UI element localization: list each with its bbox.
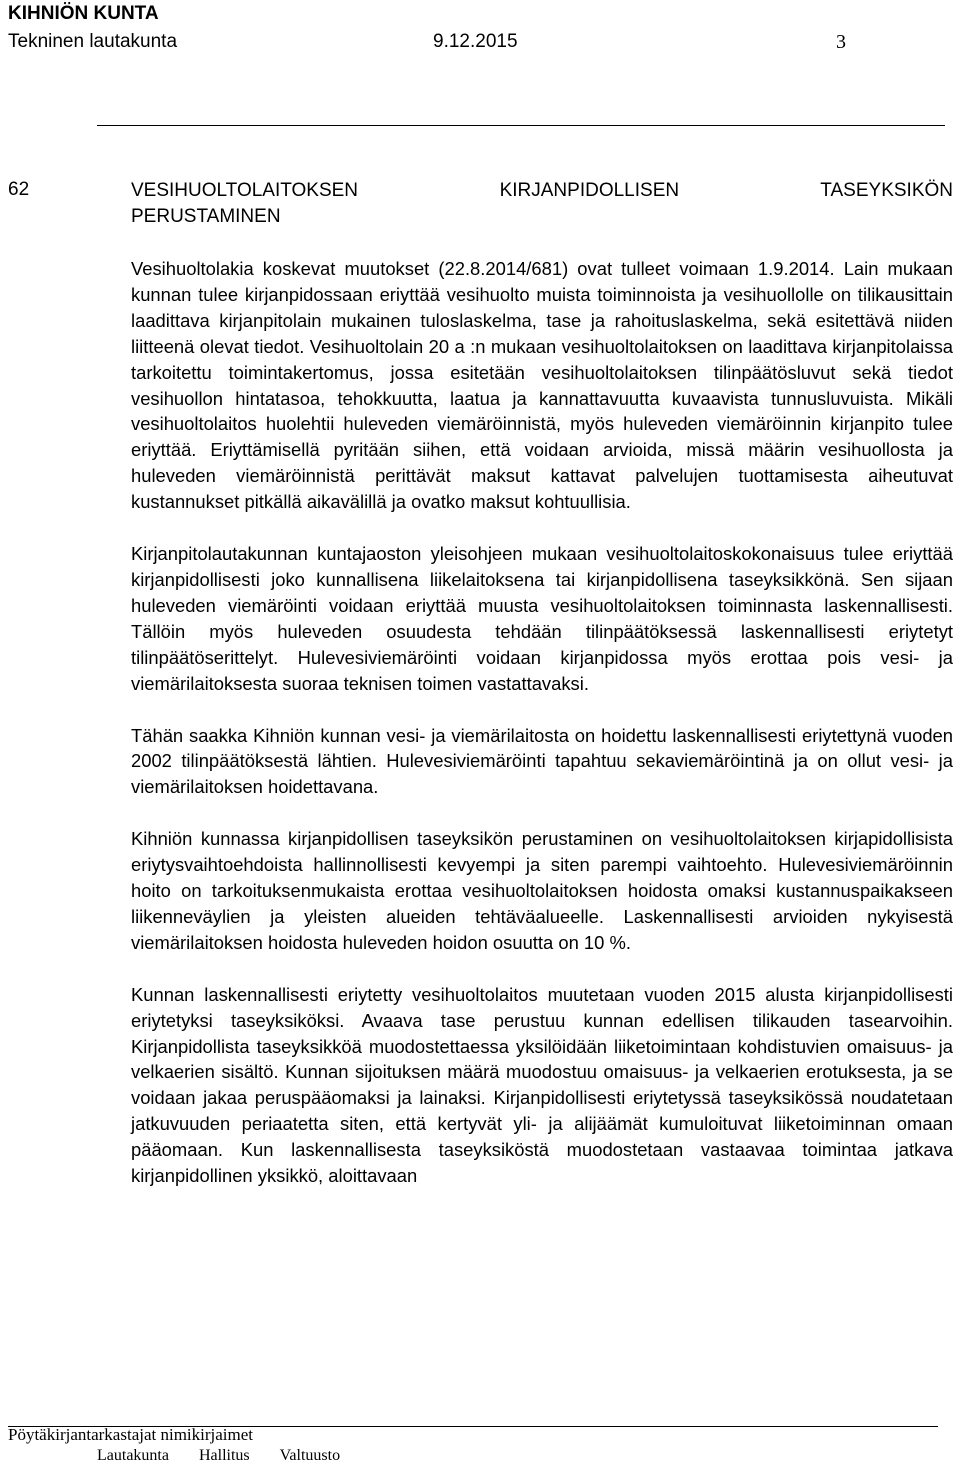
committee-name: Tekninen lautakunta bbox=[8, 31, 178, 52]
paragraph: Kirjanpitolautakunnan kuntajaoston yleisohjeen mukaan vesihuoltolaitoskokonaisuus tulee eriyttää kirjanpidollisesti joko kunnallisena liikelaitoksena tai kirjanpidollisena taseyksikkönä. Sen sijaan huleveden viemäröinti voidaan eriyttää muusta vesihuoltolaitoksen toiminnasta laskennallisesti. Tällöin myös huleveden osuudesta tehdään tilinpäätöksessä laskennallisesti eriytetyt tilinpäätöserittelyt. Hulevesiviemäröinti voidaan kirjanpidossa myös erottaa pois vesi- ja viemärilaitoksesta suoraa teknisen toimen vastattavaksi. bbox=[131, 543, 953, 694]
footer-title: Pöytäkirjantarkastajat nimikirjaimet bbox=[8, 1425, 254, 1444]
section-title bbox=[131, 178, 953, 229]
paragraph: Kihniön kunnassa kirjanpidollisen taseyksikön perustaminen on vesihuoltolaitoksen kirjapidollisista eriytysvaihtoehdoista hallinnollisesti kevyempi ja siten parempi vaihtoehto. Hulevesiviemäröinnin hoito on tarkoituksenmukaista erottaa vesihuoltolaitoksen hoidosta omaksi kustannuspaikakseen liikenneväylien ja yleisten alueiden tehtäväalueelle. Laskennallisesti arvioiden nykyisestä viemärilaitoksen hoidosta huleveden hoidon osuutta on 10 %. bbox=[131, 828, 953, 953]
section-title-line-1: VESIHUOLTOLAITOKSEN KIRJANPIDOLLISEN TASEYKSIKÖN bbox=[131, 180, 953, 201]
section-title-line-2: PERUSTAMINEN bbox=[131, 205, 281, 227]
page-number: 3 bbox=[836, 31, 846, 53]
footer-item-valtuusto: Valtuusto bbox=[279, 1447, 341, 1464]
paragraph: Vesihuoltolakia koskevat muutokset (22.8.2014/681) ovat tulleet voimaan 1.9.2014. Lain mukaan kunnan tulee kirjanpidossaan eriyttää vesihuolto muista toiminnoista ja vesihuollolle on tilikausittain laadittava kirjanpitolain mukainen tuloslaskelma, tase ja rahoituslaskelma, sekä esitettävä niiden liitteenä olevat tiedot. Vesihuoltolain 20 a :n mukaan vesihuoltolaitoksen on laadittava kirjanpitolaissa tarkoitettu toimintakertomus, jossa esitetään vesihuoltolaitoksen tilinpäätösluvut sekä tiedot vesihuollon hintatasoa, tehokkuutta, laatua ja kannattavuutta kuvaavista tunnusluvuista. Mikäli vesihuoltolaitos huolehtii huleveden viemäröinnistä, myös huleveden viemäröinnin kirjanpito tulee eriyttää. Eriyttämisellä pyritään siihen, että voidaan arvioida, missä määrin vesihuollosta ja huleveden viemäröinnistä perittävät maksut kattavat palvelujen tuottamisesta aiheutuvat kustannukset pitkällä aikavälillä ja ovatko maksut kohtuullisia. bbox=[131, 258, 953, 513]
paragraph: Kunnan laskennallisesti eriytetty vesihuoltolaitos muutetaan vuoden 2015 alusta kirjanpidollisesti eriytetyksi taseyksiköksi. Avaava tase perustuu kunnan edellisen tilikauden tasearvoihin. Kirjanpidollista taseyksikköä muodostettaessa yksilöidään liiketoimintaan kohdistuvien omaisuus- ja velkaerien sisältö. Kunnan sijoituksen määrä muodostuu omaisuus- ja velkaerien erotuksesta, ja se voidaan jakaa peruspääomaksi ja lainaksi. Kirjanpidollisesti eriytetyssä taseyksikössä noudatetaan jatkuvuuden periaatetta siten, että kertyvät yli- ja alijäämät kumuloituvat liiketoiminnan omaan pääomaan. Kun laskennallisesta taseyksiköstä muodostetaan vastaavaa toimintaa jatkava kirjanpidollinen yksikkö, aloittavaan bbox=[131, 983, 953, 1187]
section-body bbox=[131, 256, 953, 1215]
header-divider bbox=[97, 125, 945, 126]
paragraph: Tähän saakka Kihniön kunnan vesi- ja viemärilaitosta on hoidettu laskennallisesti eriytettynä vuoden 2002 tilinpäätöksestä lähtien. Hulevesiviemäröinti tapahtuu sekaviemäröintinä ja on ollut vesi- ja viemärilaitoksen hoidettavana. bbox=[131, 724, 953, 798]
footer-item-lautakunta: Lautakunta bbox=[97, 1447, 169, 1464]
meeting-date: 9.12.2015 bbox=[433, 31, 518, 52]
header-line bbox=[8, 30, 846, 54]
footer-signature-boxes bbox=[97, 1446, 366, 1465]
section-number: 62 bbox=[8, 179, 30, 200]
footer-item-hallitus: Hallitus bbox=[198, 1447, 250, 1464]
organization-name: KIHNIÖN KUNTA bbox=[8, 3, 159, 24]
